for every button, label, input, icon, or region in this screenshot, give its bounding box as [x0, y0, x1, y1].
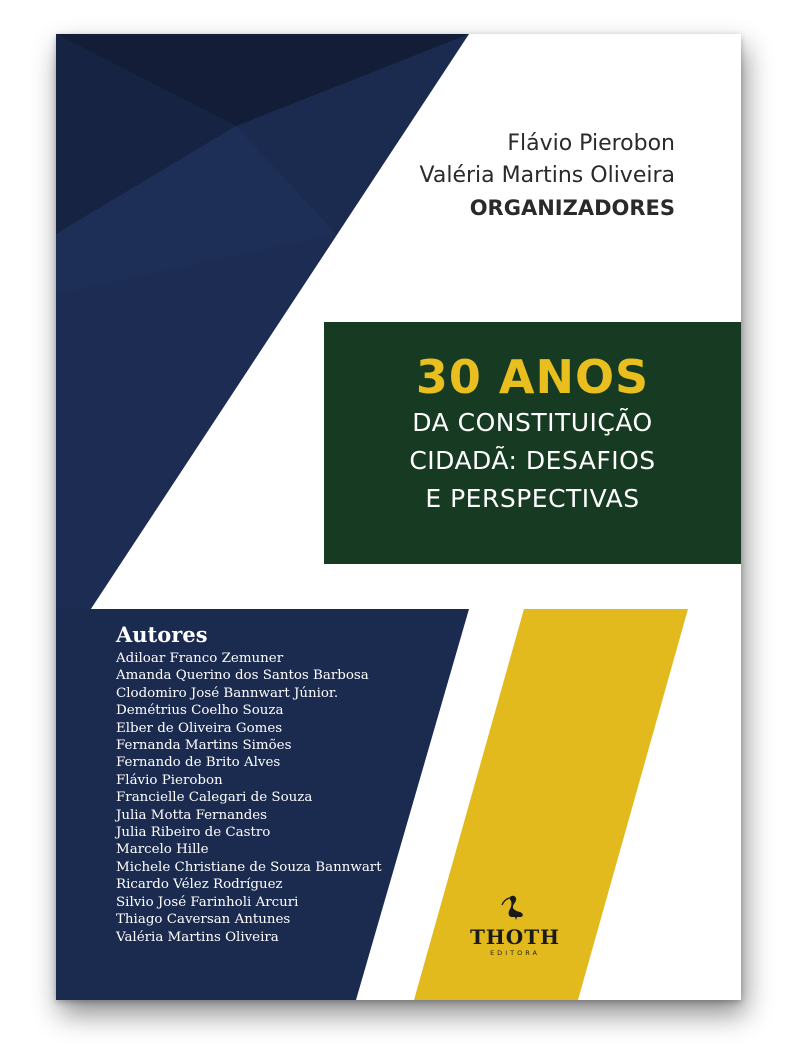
author-name: Amanda Querino dos Santos Barbosa — [116, 668, 369, 684]
organizers-block — [420, 128, 675, 224]
author-name: Fernando de Brito Alves — [116, 755, 281, 771]
authors-list — [116, 650, 382, 946]
book-title — [324, 322, 741, 564]
authors-heading: Autores — [116, 622, 208, 647]
author-name: Elber de Oliveira Gomes — [116, 720, 283, 736]
author-name: Ricardo Vélez Rodríguez — [116, 877, 283, 893]
book-cover — [56, 34, 741, 1000]
author-name: Silvio José Farinholi Arcuri — [116, 894, 299, 910]
author-name: Thiago Caversan Antunes — [116, 912, 291, 928]
title-line: CIDADÃ: DESAFIOS — [409, 446, 656, 475]
organizer-name: Valéria Martins Oliveira — [419, 163, 675, 188]
title-main: 30 ANOS — [415, 350, 650, 404]
publisher-subtitle: EDITORA — [490, 949, 540, 957]
author-name: Flávio Pierobon — [116, 772, 223, 788]
publisher-logo — [460, 892, 570, 958]
title-line: E PERSPECTIVAS — [425, 484, 640, 513]
author-name: Francielle Calegari de Souza — [116, 790, 313, 806]
author-name: Julia Ribeiro de Castro — [116, 825, 271, 841]
author-name: Marcelo Hille — [116, 842, 209, 858]
publisher-name: THOTH — [470, 925, 560, 949]
ibis-bird-icon — [500, 892, 530, 922]
author-name: Fernanda Martins Simões — [116, 738, 292, 754]
author-name: Adiloar Franco Zemuner — [116, 651, 284, 666]
title-line: DA CONSTITUIÇÃO — [412, 408, 653, 437]
authors-block — [116, 622, 382, 946]
author-name: Clodomiro José Bannwart Júnior. — [116, 685, 339, 701]
author-name: Demétrius Coelho Souza — [116, 703, 284, 719]
author-name: Julia Motta Fernandes — [116, 807, 268, 823]
author-name: Valéria Martins Oliveira — [116, 929, 279, 945]
organizers-role: ORGANIZADORES — [469, 196, 675, 220]
organizer-name: Flávio Pierobon — [507, 131, 675, 156]
author-name: Michele Christiane de Souza Bannwart — [116, 859, 382, 875]
